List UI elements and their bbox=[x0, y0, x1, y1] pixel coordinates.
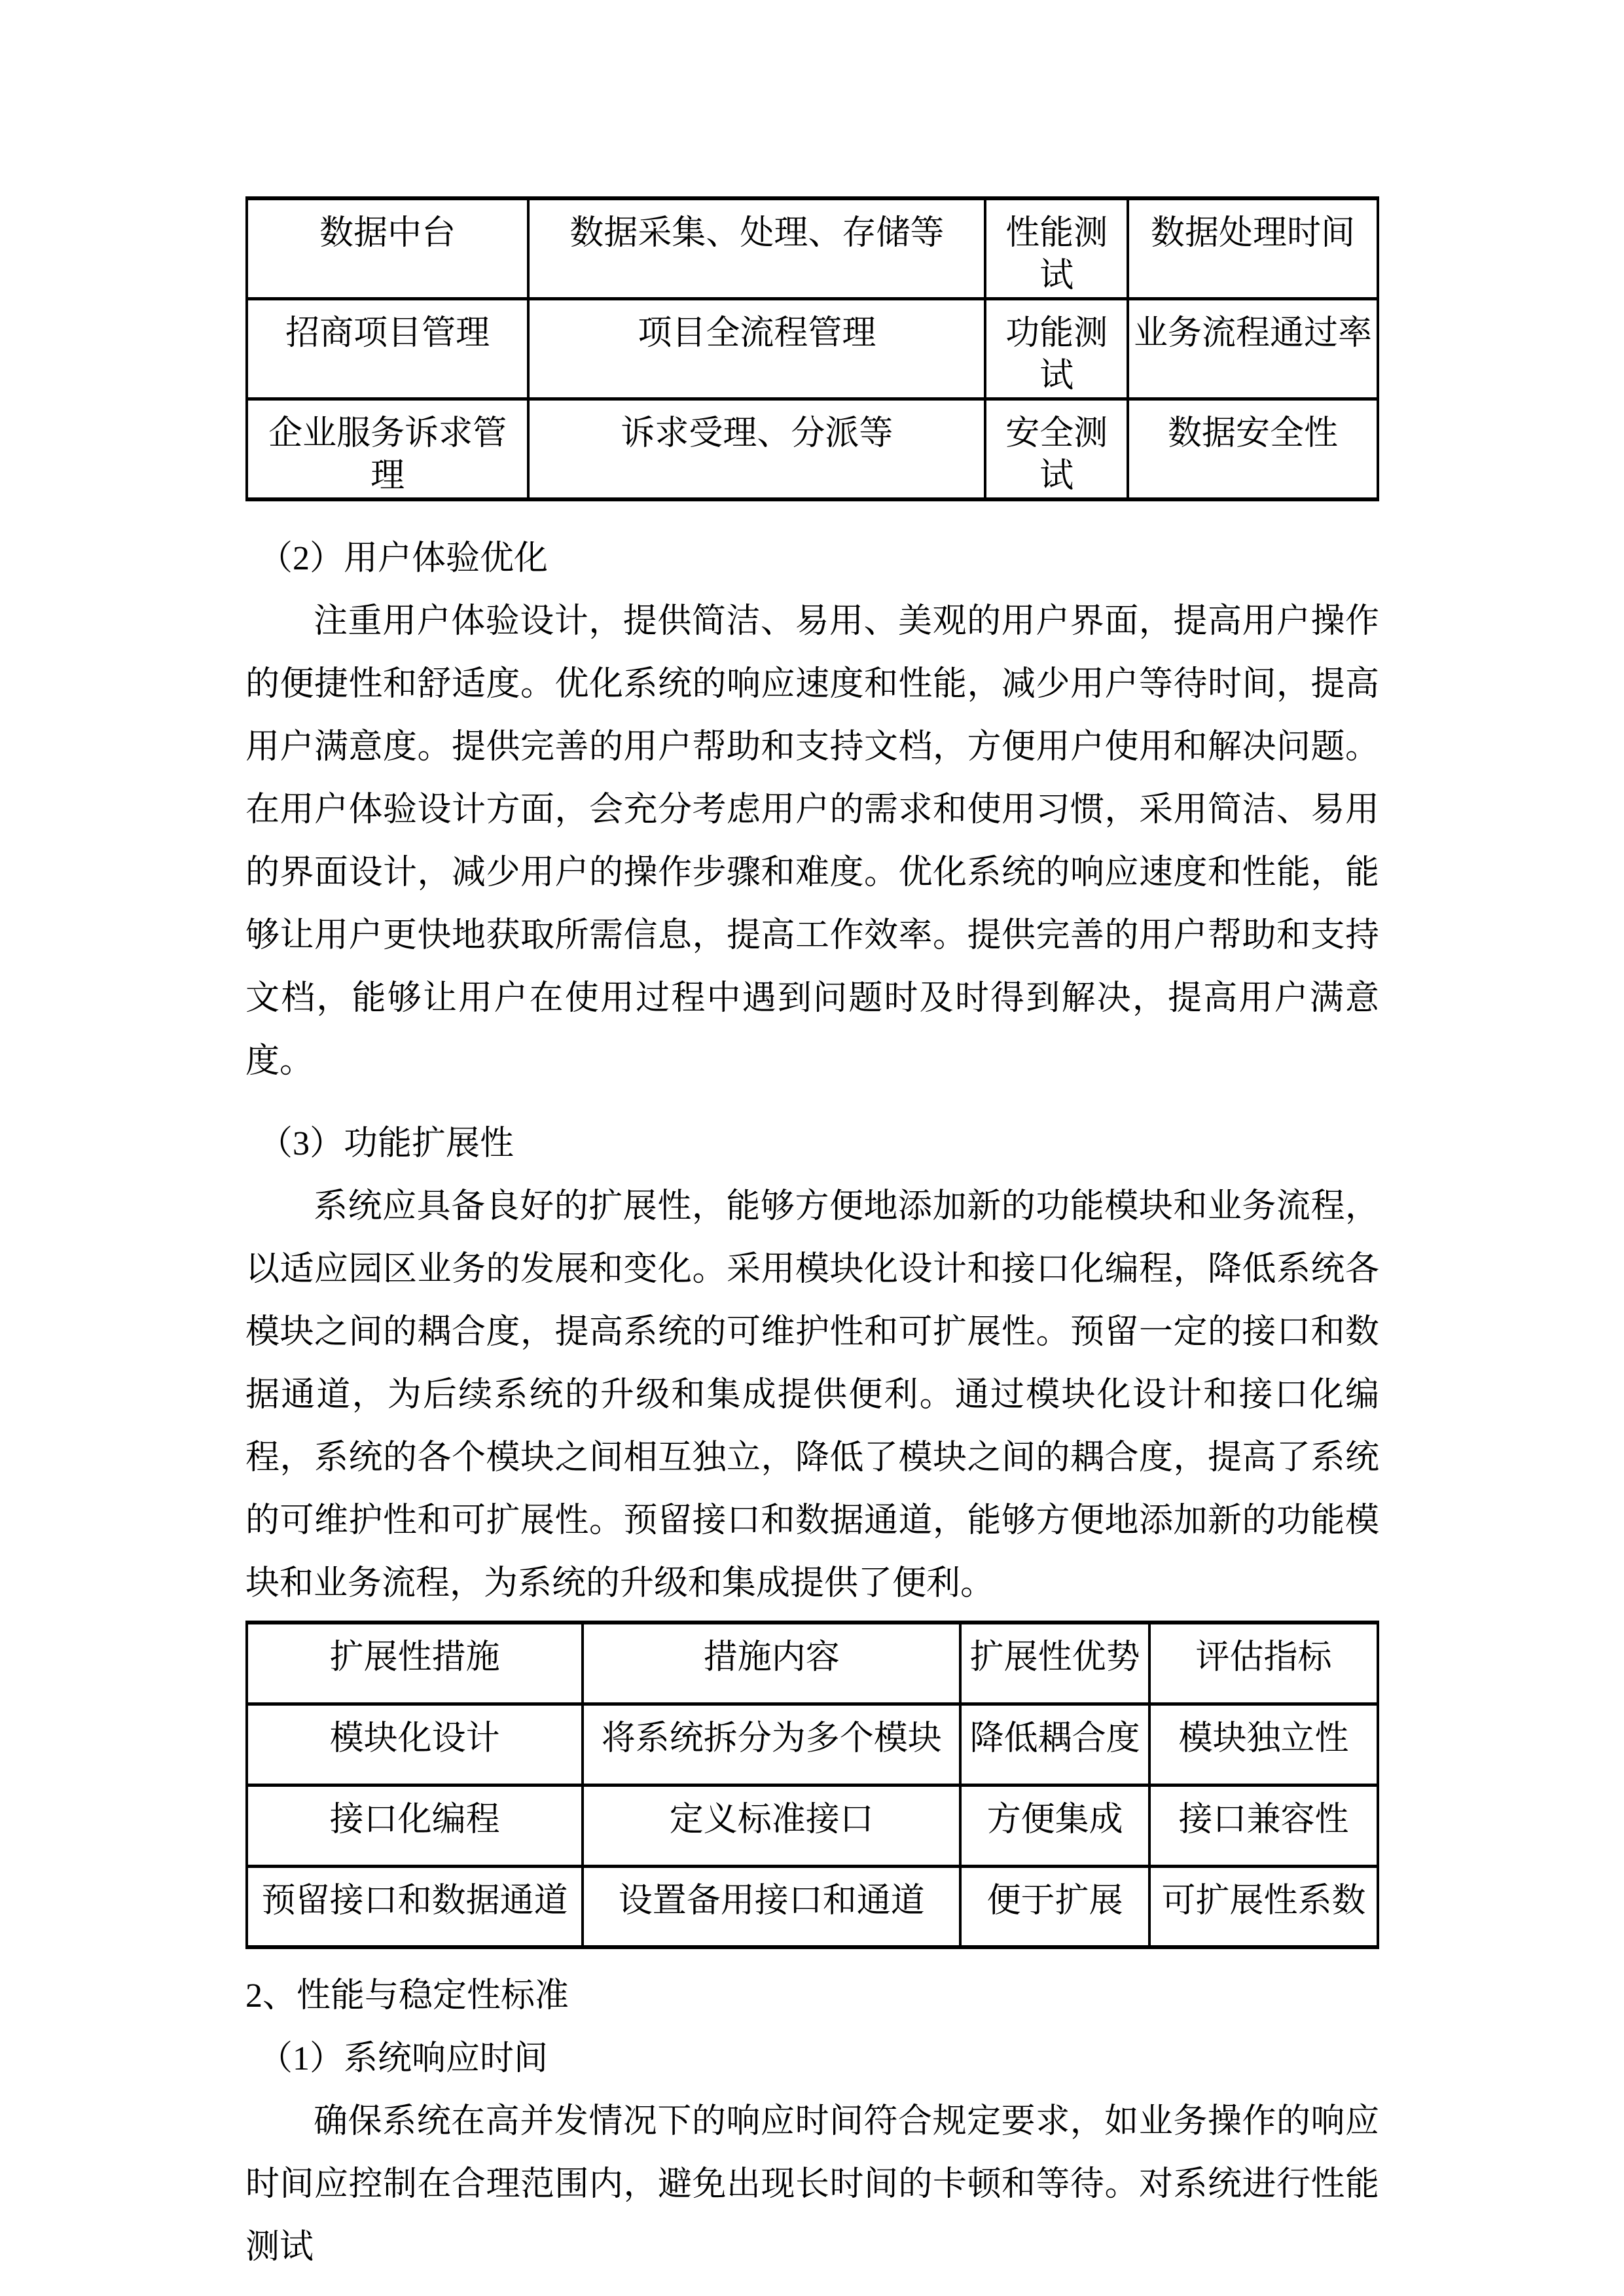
table-cell: 企业服务诉求管理 bbox=[247, 399, 528, 500]
paragraph-ux: 注重用户体验设计，提供简洁、易用、美观的用户界面，提高用户操作的便捷性和舒适度。优化系统的响应速度和性能，减少用户等待时间，提高用户满意度。提供完善的用户帮助和支持文档，方便用户使用和解决问题。在用户体验设计方面，会充分考虑用户的需求和使用习惯，采用简洁、易用的界面设计，减少用户的操作步骤和难度。优化系统的响应速度和性能，能够让用户更快地获取所需信息，提高工作效率。提供完善的用户帮助和支持文档，能够让用户在使用过程中遇到问题时及时得到解决，提高用户满意度。 bbox=[245, 603, 1379, 1080]
subsection-heading-response-time: （1）系统响应时间 bbox=[259, 2040, 549, 2077]
table-header-cell: 措施内容 bbox=[583, 1623, 960, 1704]
table-header-cell: 扩展性优势 bbox=[960, 1623, 1149, 1704]
table-cell: 数据处理时间 bbox=[1128, 198, 1378, 299]
table-cell: 招商项目管理 bbox=[247, 299, 528, 399]
module-test-table bbox=[245, 196, 1379, 501]
table-header-cell: 扩展性措施 bbox=[247, 1623, 583, 1704]
table-cell: 降低耦合度 bbox=[960, 1704, 1149, 1785]
table-cell: 数据采集、处理、存储等 bbox=[528, 198, 985, 299]
table-cell: 模块化设计 bbox=[247, 1704, 583, 1785]
table-cell: 性能测试 bbox=[985, 198, 1128, 299]
table-header-cell: 评估指标 bbox=[1149, 1623, 1378, 1704]
table-cell: 接口兼容性 bbox=[1149, 1785, 1378, 1866]
table-row bbox=[247, 399, 1378, 500]
table-cell: 安全测试 bbox=[985, 399, 1128, 500]
table-row bbox=[247, 299, 1378, 399]
table-cell: 项目全流程管理 bbox=[528, 299, 985, 399]
table-row bbox=[247, 1866, 1378, 1947]
table-cell: 方便集成 bbox=[960, 1785, 1149, 1866]
table-cell: 模块独立性 bbox=[1149, 1704, 1378, 1785]
section-heading-ux: （2）用户体验优化 bbox=[259, 540, 549, 577]
table-cell: 业务流程通过率 bbox=[1128, 299, 1378, 399]
table-cell: 定义标准接口 bbox=[583, 1785, 960, 1866]
table-cell: 数据安全性 bbox=[1128, 399, 1378, 500]
table-cell: 预留接口和数据通道 bbox=[247, 1866, 583, 1947]
paragraph-extensibility: 系统应具备良好的扩展性，能够方便地添加新的功能模块和业务流程，以适应园区业务的发展和变化。采用模块化设计和接口化编程，降低系统各模块之间的耦合度，提高系统的可维护性和可扩展性。预留一定的接口和数据通道，为后续系统的升级和集成提供便利。通过模块化设计和接口化编程，系统的各个模块之间相互独立，降低了模块之间的耦合度，提高了系统的可维护性和可扩展性。预留接口和数据通道，能够方便地添加新的功能模块和业务流程，为系统的升级和集成提供了便利。 bbox=[245, 1188, 1379, 1602]
section-heading-performance: 2、性能与稳定性标准 bbox=[245, 1977, 569, 2015]
table-cell: 数据中台 bbox=[247, 198, 528, 299]
table-cell: 诉求受理、分派等 bbox=[528, 399, 985, 500]
table-row bbox=[247, 198, 1378, 299]
paragraph-response-time: 确保系统在高并发情况下的响应时间符合规定要求，如业务操作的响应时间应控制在合理范围内，避免出现长时间的卡顿和等待。对系统进行性能测试 bbox=[245, 2103, 1379, 2266]
table-cell: 可扩展性系数 bbox=[1149, 1866, 1378, 1947]
table-row bbox=[247, 1704, 1378, 1785]
table-cell: 功能测试 bbox=[985, 299, 1128, 399]
table-cell: 设置备用接口和通道 bbox=[583, 1866, 960, 1947]
table-cell: 接口化编程 bbox=[247, 1785, 583, 1866]
table-row bbox=[247, 1785, 1378, 1866]
extensibility-table bbox=[245, 1621, 1379, 1949]
section-heading-extensibility: （3）功能扩展性 bbox=[259, 1125, 514, 1162]
table-cell: 便于扩展 bbox=[960, 1866, 1149, 1947]
table-cell: 将系统拆分为多个模块 bbox=[583, 1704, 960, 1785]
table-header-row bbox=[247, 1623, 1378, 1704]
